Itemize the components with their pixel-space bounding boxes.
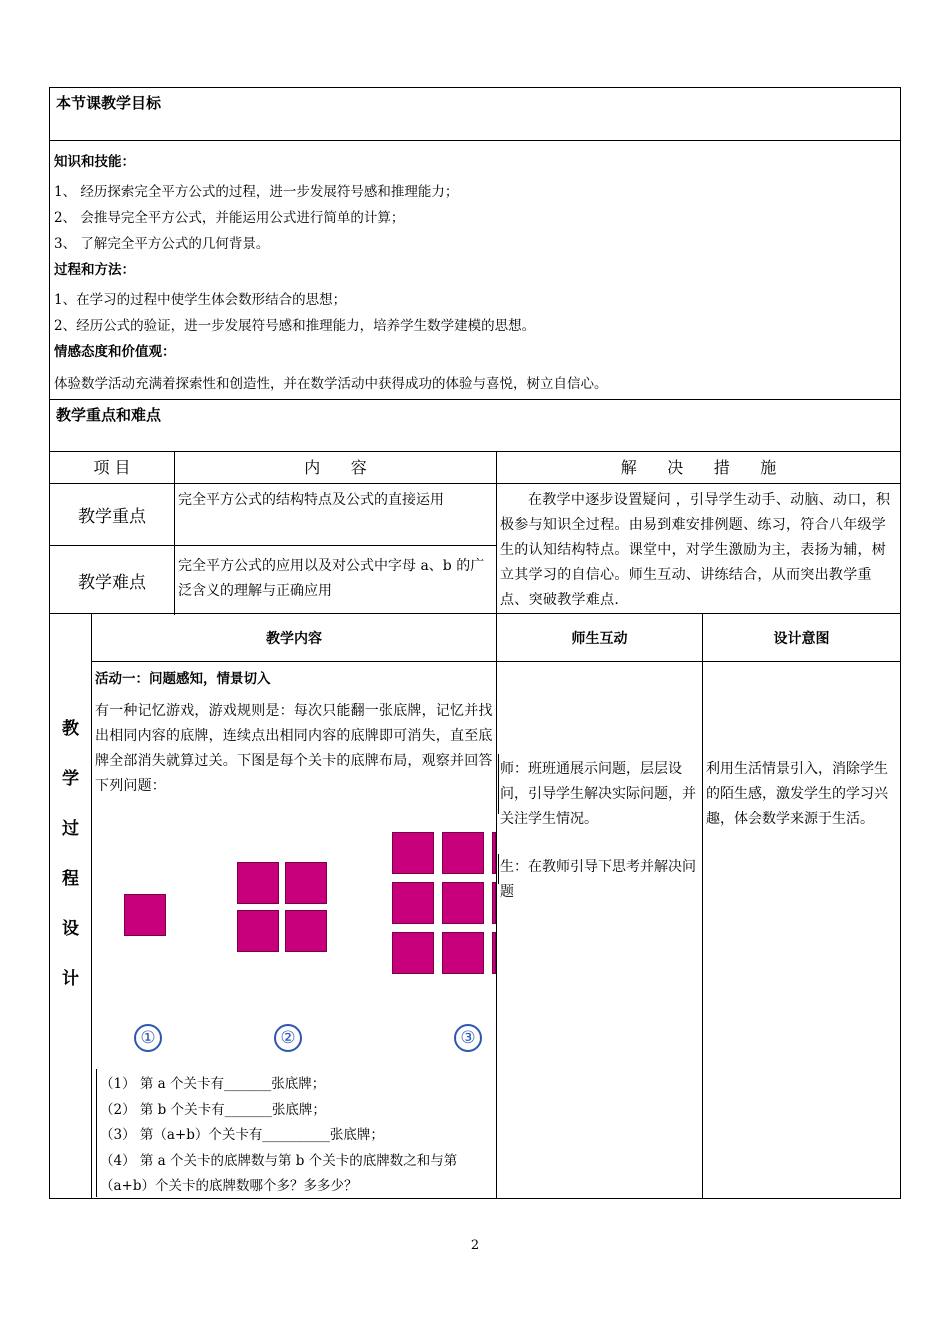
process-heading: 过程和方法： (54, 262, 135, 278)
divider (50, 140, 900, 141)
side-label-char: 设 (62, 919, 79, 939)
measures-text: 在教学中逐步设置疑问 ，引导学生动手、动脑、动口，积极参与知识全过程。由易到难安排例题、练习，符合八年级学生的认知结构特点。课堂中，对学生激励为主，表扬为辅，树立其学习的自信心。师生互动、讲练结合，从而突出教学重点、突破教学难点. (500, 492, 891, 608)
knowledge-item: 3、 了解完全平方公式的几何背景。 (54, 236, 270, 252)
goals-title: 本节课教学目标 (56, 94, 162, 112)
intent-text: 利用生活情景引入，消除学生的陌生感，激发学生的学习兴趣，体会数学来源于生活。 (706, 761, 888, 827)
tile (392, 832, 434, 874)
divider (702, 614, 703, 1198)
activity-text: 有一种记忆游戏，游戏规则是：每次只能翻一张底牌，记忆并找出相同内容的底牌，连续点出相同内容的底牌即可消失，直至底牌全部消失就算过关。下图是每个关卡的底牌布局，观察并回答下列问题： (95, 703, 493, 794)
process-section (49, 613, 901, 1199)
tile (237, 862, 279, 904)
interaction-teacher: 师：班班通展示问题，层层设问，引导学生解决实际问题，并关注学生情况。 (500, 761, 696, 827)
tile (492, 882, 496, 924)
divider (96, 1069, 97, 1197)
tile-figure (92, 826, 496, 1076)
goals-section (49, 87, 901, 400)
row-content-key: 完全平方公式的结构特点及公式的直接运用 (178, 492, 444, 508)
knowledge-item: 1、 经历探索完全平方公式的过程，进一步发展符号感和推理能力； (54, 184, 459, 200)
side-label-char: 教 (62, 719, 79, 739)
questions (100, 1072, 495, 1200)
keypoints-section (49, 399, 901, 614)
row-content-difficult: 完全平方公式的应用以及对公式中字母 a、b 的广泛含义的理解与正确应用 (178, 558, 485, 599)
tile (492, 832, 496, 874)
tile (285, 910, 327, 952)
side-label-char: 学 (62, 769, 79, 789)
knowledge-heading: 知识和技能： (54, 154, 135, 170)
divider (498, 854, 499, 884)
emotion-item: 体验数学活动充满着探索性和创造性，并在数学活动中获得成功的体验与喜悦，树立自信心。 (54, 376, 608, 392)
side-label-char: 程 (62, 869, 79, 889)
question: （4） 第 a 个关卡的底牌数与第 b 个关卡的底牌数之和与第（a+b）个关卡的底牌数哪个多？多多少？ (100, 1152, 458, 1194)
col-header-interaction: 师生互动 (571, 630, 628, 647)
row-label-key: 教学重点 (78, 507, 146, 527)
divider (498, 754, 499, 814)
side-label (50, 714, 91, 1014)
question: （2） 第 b 个关卡有_______张底牌； (100, 1101, 326, 1118)
question: （3） 第（a+b）个关卡有__________张底牌； (100, 1127, 384, 1143)
level-1-label: ① (134, 1024, 162, 1052)
keypoints-title: 教学重点和难点 (56, 406, 162, 424)
side-label-char: 过 (62, 819, 79, 839)
divider (496, 614, 497, 1198)
level-3-label: ③ (454, 1024, 482, 1052)
process-item: 2、经历公式的验证，进一步发展符号感和推理能力，培养学生数学建模的思想。 (54, 318, 536, 334)
col-header-item: 项 目 (93, 458, 131, 477)
tile (442, 882, 484, 924)
col-header-content: 教学内容 (266, 630, 322, 647)
emotion-heading: 情感态度和价值观： (54, 344, 176, 360)
row-label-difficult: 教学难点 (78, 572, 146, 593)
tile (392, 882, 434, 924)
divider (50, 483, 900, 484)
tile (442, 932, 484, 974)
process-item: 1、在学习的过程中使学生体会数形结合的思想； (54, 292, 347, 308)
interaction-student: 生：在教师引导下思考并解决问题 (500, 859, 696, 900)
tile (492, 932, 496, 974)
tile (442, 832, 484, 874)
knowledge-item: 2、 会推导完全平方公式，并能运用公式进行简单的计算； (54, 210, 405, 226)
tile (124, 894, 166, 936)
question: （1） 第 a 个关卡有_______张底牌； (100, 1076, 326, 1092)
col-header-intent: 设计意图 (773, 630, 830, 647)
tile (392, 932, 434, 974)
col-header-measures: 解 决 措 施 (620, 458, 777, 477)
level-2-label: ② (274, 1024, 302, 1052)
page-number: 2 (470, 1238, 480, 1253)
divider (91, 661, 900, 662)
activity-title: 活动一：问题感知，情景切入 (95, 671, 271, 687)
col-header-content: 内 容 (304, 458, 367, 477)
tile (237, 910, 279, 952)
side-label-char: 计 (62, 969, 79, 989)
tile (285, 862, 327, 904)
